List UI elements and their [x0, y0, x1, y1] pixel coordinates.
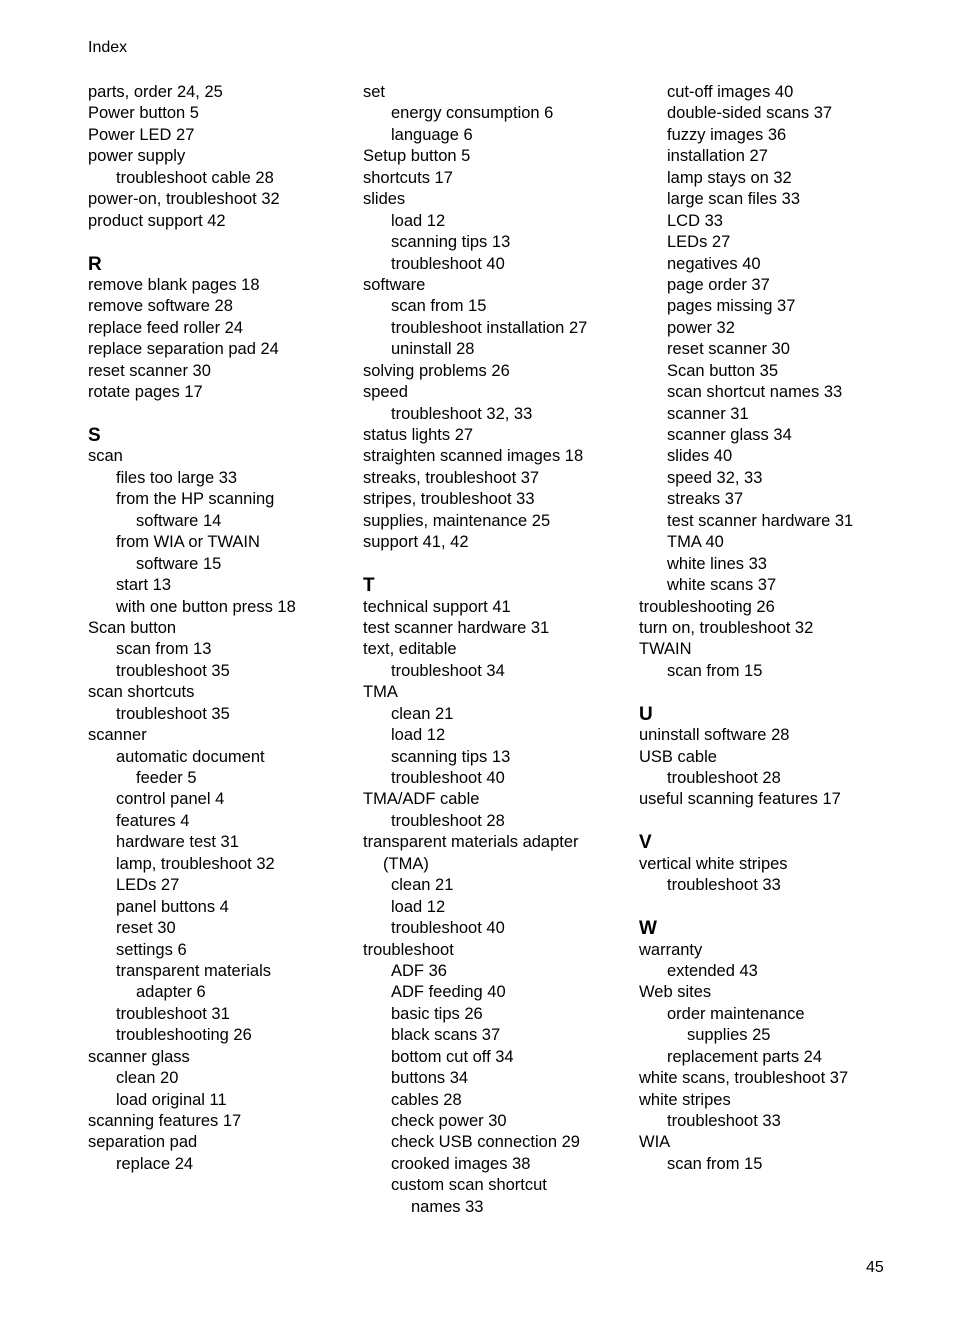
index-subentry: scan from 15 [667, 1154, 763, 1173]
index-subentry: troubleshoot 35 [116, 661, 230, 680]
index-subentry: double-sided scans 37 [667, 104, 833, 123]
index-subentry: scanner glass 34 [667, 426, 792, 444]
index-subentry: (TMA) [383, 854, 429, 873]
index-entry: scanner [88, 726, 147, 745]
index-entry: remove blank pages 18 [88, 275, 260, 294]
section-spacer [639, 897, 939, 918]
index-subentry: troubleshoot 31 [116, 1004, 230, 1023]
index-entry: replace separation pad 24 [88, 340, 279, 359]
index-subentry: order maintenance [667, 1004, 805, 1023]
running-header: Index [88, 39, 128, 56]
index-entry: Scan button [88, 618, 177, 637]
index-entry: solving problems 26 [363, 361, 510, 380]
index-subentry: lamp, troubleshoot 32 [116, 854, 275, 873]
index-subentry: scanning tips 13 [391, 747, 511, 766]
index-entry: TMA/ADF cable [363, 790, 480, 809]
index-subentry: reset scanner 30 [667, 340, 790, 359]
index-entry: technical support 41 [363, 597, 511, 616]
index-subentry: check power 30 [391, 1112, 507, 1130]
index-subentry: replace 24 [116, 1154, 194, 1173]
index-subentry: check USB connection 29 [391, 1133, 580, 1152]
index-subentry: scanner 31 [667, 404, 749, 423]
index-subentry: uninstall 28 [391, 340, 475, 359]
index-subentry: custom scan shortcut [391, 1176, 547, 1195]
index-subentry: troubleshoot 28 [391, 811, 505, 830]
index-subentry: troubleshoot installation 27 [391, 318, 588, 337]
index-subentry: from the HP scanning [116, 490, 275, 509]
index-entry: support 41, 42 [363, 533, 469, 552]
index-subentry: slides 40 [667, 447, 733, 466]
index-subentry: troubleshoot 34 [391, 661, 505, 680]
index-subentry: start 13 [116, 576, 172, 595]
index-entry: stripes, troubleshoot 33 [363, 490, 535, 509]
index-subentry: basic tips 26 [391, 1004, 483, 1023]
index-subentry: Scan button 35 [667, 361, 779, 380]
index-subentry: load original 11 [116, 1090, 227, 1109]
index-entry: TMA [363, 683, 398, 702]
index-subentry: control panel 4 [116, 790, 225, 809]
section-letter-heading: W [639, 918, 657, 940]
index-entry: rotate pages 17 [88, 383, 203, 402]
index-subentry: LEDs 27 [116, 876, 180, 895]
index-subentry: buttons 34 [391, 1069, 469, 1088]
index-subentry: LEDs 27 [667, 233, 731, 252]
index-subentry: page order 37 [667, 275, 770, 294]
index-entry: Setup button 5 [363, 147, 471, 166]
index-subentry: load 12 [391, 897, 446, 916]
index-entry: TWAIN [639, 640, 692, 659]
index-subentry: installation 27 [667, 147, 768, 166]
index-subentry: troubleshoot 33 [667, 1112, 781, 1130]
index-subentry: troubleshoot 40 [391, 769, 505, 787]
index-subentry: adapter 6 [136, 983, 206, 1002]
index-entry: troubleshooting 26 [639, 597, 775, 616]
index-entry: transparent materials adapter [363, 833, 579, 852]
index-entry: status lights 27 [363, 426, 474, 444]
index-subentry: load 12 [391, 726, 446, 745]
index-subentry: scan from 15 [667, 661, 763, 680]
index-entry: product support 42 [88, 211, 226, 230]
index-subentry: extended 43 [667, 961, 758, 980]
index-entry: software [363, 275, 426, 294]
index-entry: scanner glass [88, 1047, 190, 1066]
index-subentry: troubleshoot 28 [667, 769, 781, 787]
index-entry: remove software 28 [88, 297, 233, 316]
index-entry: supplies, maintenance 25 [363, 511, 551, 530]
index-subentry: cut-off images 40 [667, 83, 794, 101]
index-entry: Power LED 27 [88, 125, 195, 144]
index-subentry: troubleshoot 40 [391, 254, 505, 273]
index-subentry: clean 20 [116, 1069, 179, 1088]
section-letter-heading: R [88, 253, 102, 275]
index-column-3 [639, 82, 939, 1175]
index-entry: WIA [639, 1133, 671, 1152]
index-entry: troubleshoot [363, 940, 454, 959]
index-subentry: troubleshooting 26 [116, 1026, 252, 1045]
index-subentry: feeder 5 [136, 769, 197, 787]
index-subentry: ADF feeding 40 [391, 983, 506, 1002]
index-entry: streaks, troubleshoot 37 [363, 468, 540, 487]
index-subentry: settings 6 [116, 940, 187, 959]
index-subentry: troubleshoot cable 28 [116, 168, 274, 187]
index-subentry: scan from 13 [116, 640, 212, 659]
index-subentry: transparent materials [116, 961, 271, 980]
index-subentry: power 32 [667, 318, 735, 337]
section-spacer [88, 404, 348, 425]
index-entry: vertical white stripes [639, 854, 788, 873]
index-subentry: ADF 36 [391, 961, 447, 980]
index-subentry: bottom cut off 34 [391, 1047, 514, 1066]
index-entry: text, editable [363, 640, 457, 659]
index-subentry: crooked images 38 [391, 1154, 531, 1173]
index-entry: scan shortcuts [88, 683, 195, 702]
index-subentry: streaks 37 [667, 490, 744, 509]
section-spacer [639, 811, 939, 832]
index-subentry: energy consumption 6 [391, 104, 554, 123]
index-subentry: TMA 40 [667, 533, 724, 552]
index-subentry: clean 21 [391, 876, 454, 895]
index-subentry: pages missing 37 [667, 297, 796, 316]
index-subentry: hardware test 31 [116, 833, 239, 852]
index-entry: Web sites [639, 983, 712, 1002]
index-entry: parts, order 24, 25 [88, 83, 223, 101]
index-entry: warranty [639, 940, 703, 959]
index-subentry: cables 28 [391, 1090, 462, 1109]
index-subentry: negatives 40 [667, 254, 761, 273]
index-subentry: supplies 25 [687, 1026, 771, 1045]
index-subentry: with one button press 18 [116, 597, 296, 616]
index-subentry: language 6 [391, 125, 473, 144]
index-entry: Power button 5 [88, 104, 199, 123]
index-entry: separation pad [88, 1133, 198, 1152]
index-entry: uninstall software 28 [639, 726, 790, 745]
index-subentry: replacement parts 24 [667, 1047, 823, 1066]
index-subentry: reset 30 [116, 919, 176, 938]
index-subentry: speed 32, 33 [667, 468, 763, 487]
index-subentry: white lines 33 [667, 554, 767, 573]
index-subentry: scan shortcut names 33 [667, 383, 843, 402]
index-entry: white stripes [639, 1090, 731, 1109]
index-subentry: fuzzy images 36 [667, 125, 787, 144]
index-entry: scanning features 17 [88, 1112, 242, 1130]
section-spacer [88, 232, 348, 253]
index-subentry: test scanner hardware 31 [667, 511, 854, 530]
index-entry: set [363, 83, 386, 101]
index-subentry: scan from 15 [391, 297, 487, 316]
section-letter-heading: V [639, 832, 652, 854]
index-subentry: troubleshoot 40 [391, 919, 505, 938]
section-spacer [639, 682, 939, 703]
index-entry: useful scanning features 17 [639, 790, 841, 809]
index-subentry: names 33 [411, 1197, 484, 1216]
index-entry: slides [363, 190, 406, 209]
index-entry: white scans, troubleshoot 37 [639, 1069, 849, 1088]
index-entry: scan [88, 447, 123, 466]
index-subentry: from WIA or TWAIN [116, 533, 260, 552]
index-subentry: black scans 37 [391, 1026, 501, 1045]
index-entry: test scanner hardware 31 [363, 618, 550, 637]
index-entry: shortcuts 17 [363, 168, 453, 187]
index-subentry: scanning tips 13 [391, 233, 511, 252]
index-subentry: clean 21 [391, 704, 454, 723]
index-subentry: lamp stays on 32 [667, 168, 792, 187]
index-subentry: software 15 [136, 554, 222, 573]
section-letter-heading: S [88, 425, 101, 446]
page-number: 45 [866, 1259, 884, 1276]
index-subentry: troubleshoot 33 [667, 876, 781, 895]
index-subentry: white scans 37 [667, 576, 777, 595]
section-spacer [363, 554, 633, 575]
section-letter-heading: T [363, 575, 375, 597]
index-subentry: load 12 [391, 211, 446, 230]
index-entry: USB cable [639, 747, 717, 766]
index-subentry: software 14 [136, 511, 222, 530]
index-column-2 [363, 82, 633, 1218]
section-letter-heading: U [639, 703, 653, 725]
index-subentry: large scan files 33 [667, 190, 800, 209]
index-entry: power-on, troubleshoot 32 [88, 190, 280, 209]
index-entry: straighten scanned images 18 [363, 447, 584, 466]
index-subentry: files too large 33 [116, 468, 238, 487]
index-entry: replace feed roller 24 [88, 318, 244, 337]
index-subentry: LCD 33 [667, 211, 723, 230]
index-entry: turn on, troubleshoot 32 [639, 618, 814, 637]
index-subentry: troubleshoot 32, 33 [391, 404, 533, 423]
index-entry: reset scanner 30 [88, 361, 211, 380]
index-subentry: automatic document [116, 747, 265, 766]
index-subentry: troubleshoot 35 [116, 704, 230, 723]
index-entry: power supply [88, 147, 186, 166]
index-column-1 [88, 82, 348, 1175]
index-entry: speed [363, 383, 408, 402]
index-subentry: panel buttons 4 [116, 897, 229, 916]
index-subentry: features 4 [116, 811, 190, 830]
